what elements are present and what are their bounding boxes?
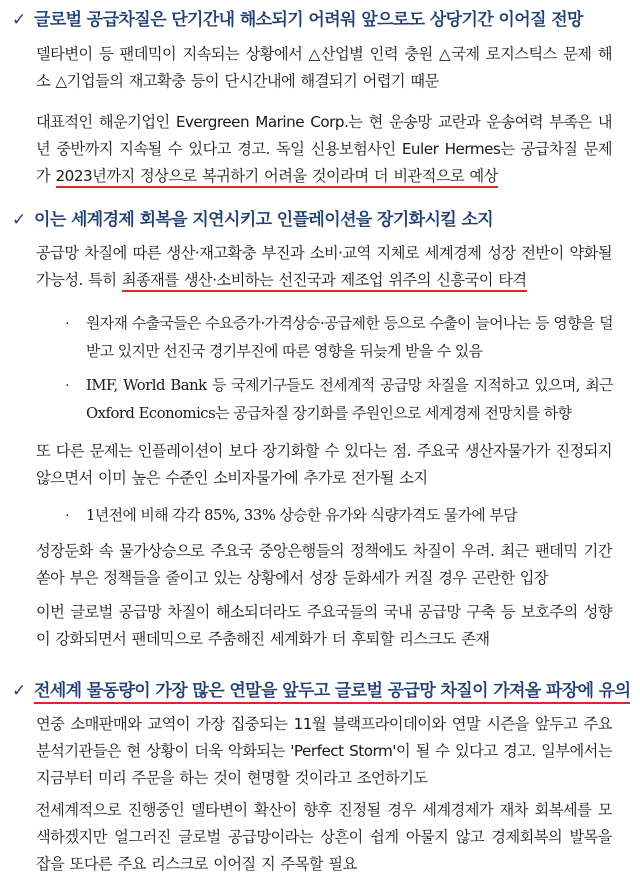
section-heading-1: ✓ 글로벌 공급차질은 단기간내 해소되기 어려워 앞으로도 상당기간 이어질 전망	[12, 10, 583, 30]
paragraph-2-4: 또 다른 문제는 인플레이션이 보다 장기화할 수 있다는 점. 주요국 생산자물가가 진정되지 않으면서 이미 높은 수준인 소비자물가에 추가로 전가될 소지	[36, 442, 612, 487]
checkmark-icon: ✓	[12, 681, 26, 701]
bullet-item: 1년전에 비해 각각 85%, 33% 상승한 유가와 식량가격도 물가에 부담	[86, 507, 517, 524]
checkmark-icon: ✓	[12, 10, 26, 30]
middle-dot-icon: ·	[65, 378, 70, 394]
middle-dot-icon: ·	[65, 508, 70, 524]
checkmark-icon: ✓	[12, 210, 26, 230]
bullet-item: 원자재 수출국들은 수요증가·가격상승·공급제한 등으로 수출이 늘어나는 등 영향을 덜 받고 있지만 선진국 경기부진에 따른 영향을 뒤늦게 받을 수 있음	[86, 315, 613, 360]
paragraph-2-1: 공급망 차질에 따른 생산·재고확충 부진과 소비·교역 지체로 세계경제 성장 전반이 약화될 가능성. 특히 최종재를 생산·소비하는 선진국과 제조업 위주의 신흥국이 타격	[36, 240, 612, 294]
paragraph-2-6: 성장둔화 속 물가상승으로 주요국 중앙은행들의 정책에도 차질이 우려. 최근 팬데믹 기간 쏟아 부은 정책들을 줄이고 있는 상황에서 성장 둔화세가 커질 경우 곤란한 입장	[36, 542, 612, 587]
section-heading-2: ✓ 이는 세계경제 회복을 지연시키고 인플레이션을 장기화시킬 소지	[12, 210, 494, 230]
underlined-emphasis: 2023년까지 정상으로 복귀하기 어려울 것이라며 더 비관적으로 예상	[56, 167, 498, 188]
middle-dot-icon: ·	[65, 316, 70, 332]
section-heading-3: ✓ 전세계 물동량이 가장 많은 연말을 앞두고 글로벌 공급망 차질이 가져올 파장에 유의	[12, 676, 630, 704]
paragraph-3-2: 전세계적으로 진행중인 델타변이 확산이 향후 진정될 경우 세계경제가 재차 회복세를 모색하겠지만 얼그러진 글로벌 공급망이라는 상흔이 쉽게 아물지 않고 경제회복의 발목을 잡을 또다른 주요 리스크로 이어질 지 주목할 필요	[36, 801, 612, 873]
underlined-emphasis: 최종재를 생산·소비하는 선진국과 제조업 위주의 신흥국이 타격	[122, 271, 527, 292]
bullet-item: IMF, World Bank 등 국제기구들도 전세계적 공급망 차질을 지적하고 있으며, 최근 Oxford Economics는 공급차질 장기화를 주원인으로 세계경제 전망치를 하향	[86, 377, 613, 422]
paragraph-3-1: 연중 소매판매와 교역이 가장 집중되는 11월 블랙프라이데이와 연말 시즌을 앞두고 주요 분석기관들은 현 상황이 더욱 악화되는 'Perfect Storm'이 될 수 있다고 경고. 일부에서는 지금부터 미리 주문을 하는 것이 현명할 것이라고 조언하기도	[36, 715, 612, 787]
paragraph-2-7: 이번 글로벌 공급망 차질이 해소되더라도 주요국들의 국내 공급망 구축 등 보호주의 성향이 강화되면서 팬데믹으로 주춤해진 세계화가 더 후퇴할 리스크도 존재	[36, 603, 612, 648]
paragraph-1-2: 대표적인 해운기업인 Evergreen Marine Corp.는 현 운송망 교란과 운송여력 부족은 내년 중반까지 지속될 수 있다고 경고. 독일 신용보험사인 Euler Hermes는 공급차질 문제가 2023년까지 정상으로 복귀하기 어려울 것이라며 더 비관적으로 예상	[36, 109, 612, 190]
paragraph-1-1: 델타변이 등 팬데믹이 지속되는 상황에서 △산업별 인력 충원 △국제 로지스틱스 문제 해소 △기업들의 재고확충 등이 단시간내에 해결되기 어렵기 때문	[36, 45, 612, 90]
